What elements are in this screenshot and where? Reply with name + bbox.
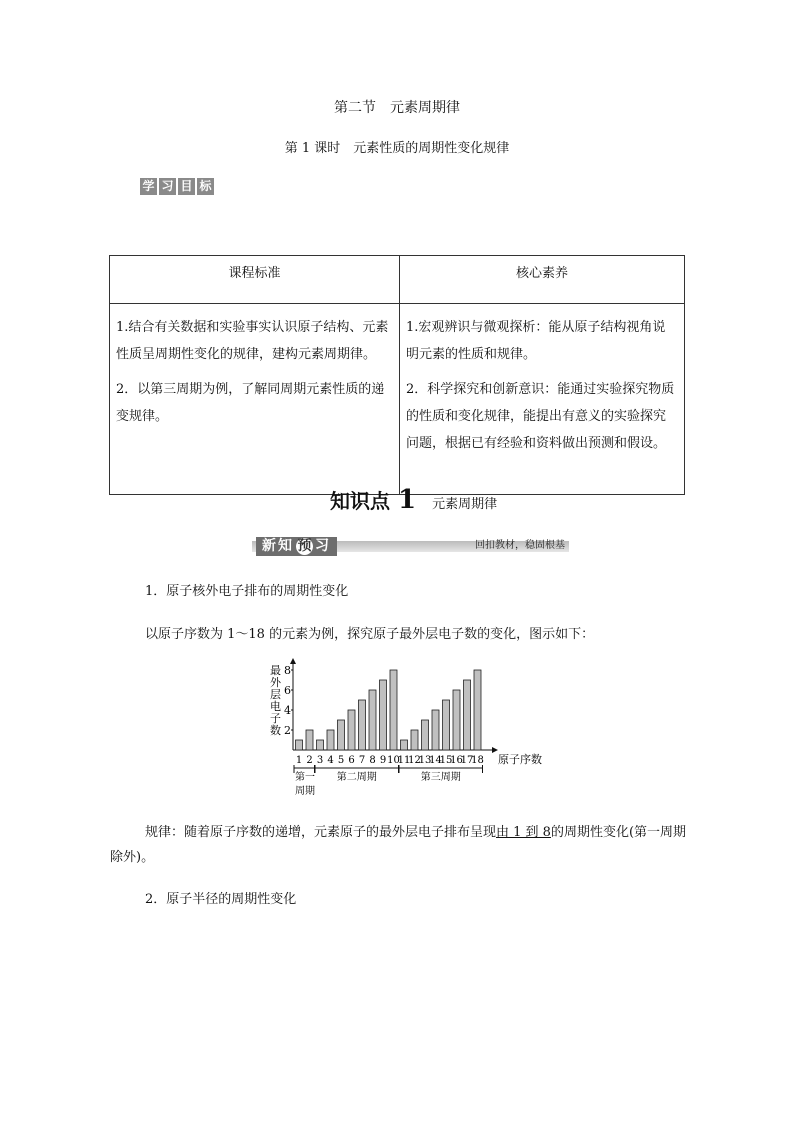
chart-bar: [474, 670, 481, 750]
badge-char: 目: [178, 178, 195, 195]
chart-bar: [380, 680, 387, 750]
chart-bar: [422, 720, 429, 750]
knowledge-point-number: 1: [398, 485, 417, 515]
period-label: 第三周期: [420, 772, 461, 783]
literacy-item: 1.宏观辨识与微观探析：能从原子结构视角说明元素的性质和规律。: [406, 320, 666, 362]
chart-bar: [338, 720, 345, 750]
knowledge-point-name: 元素周期律: [432, 497, 498, 512]
x-tick-label: 11: [397, 755, 411, 766]
knowledge-point-label: 知识点: [330, 489, 390, 513]
x-tick-label: 14: [429, 755, 442, 766]
chart-bar: [348, 710, 355, 750]
literacy-item: 2．科学探究和创新意识：能通过实验探究物质的性质和变化规律，能提出有意义的实验探究问题，根据已有经验和资料做出预测和假设。: [406, 382, 675, 451]
knowledge-point-heading: [330, 485, 497, 515]
learning-goals-badge: [140, 178, 214, 195]
badge-char: 学: [140, 178, 157, 195]
y-tick-label: 8: [284, 664, 291, 677]
curriculum-item: 1.结合有关数据和实验事实认识原子结构、元素性质呈周期性变化的规律，建构元素周期律。: [116, 320, 389, 362]
chart-bar: [296, 740, 303, 750]
curriculum-item: 2．以第三周期为例，了解同周期元素性质的递变规律。: [116, 382, 385, 424]
rule-prefix: 规律：随着原子序数的递增，元素原子的最外层电子排布呈现: [145, 825, 497, 840]
x-tick-label: 2: [306, 755, 313, 766]
chart-bar: [390, 670, 397, 750]
section1-heading: 1．原子核外电子排布的周期性变化: [145, 584, 349, 599]
table-header-literacy: 核心素养: [400, 256, 685, 304]
badge-char: 习: [159, 178, 176, 195]
table-header-curriculum: 课程标准: [110, 256, 400, 304]
x-tick-label: 10: [387, 755, 400, 766]
y-axis-label-char: 数: [270, 724, 281, 737]
chart-bar: [464, 680, 471, 750]
x-tick-label: 6: [348, 755, 355, 766]
electron-chart: [266, 658, 556, 798]
x-tick-label: 13: [418, 755, 432, 766]
x-tick-label: 17: [460, 755, 474, 766]
banner-label: [256, 537, 337, 556]
y-tick-label: 6: [284, 684, 291, 697]
banner-part2: 习: [315, 538, 331, 554]
x-tick-label: 12: [408, 755, 421, 766]
section-title: 第二节 元素周期律: [334, 100, 460, 116]
y-axis-label-char: 子: [270, 712, 281, 725]
x-tick-label: 5: [337, 755, 345, 766]
rule-suffix: 的周期性变化(第一周期除外)。: [110, 825, 687, 865]
y-axis-label-char: 电: [270, 700, 281, 713]
y-axis-label-char: 外: [270, 676, 281, 689]
y-tick-label: 4: [284, 704, 291, 717]
x-tick-label: 4: [327, 755, 334, 766]
x-tick-label: 3: [316, 755, 324, 766]
x-tick-label: 15: [439, 755, 453, 766]
lesson-subtitle: 第 1 课时 元素性质的周期性变化规律: [284, 141, 510, 156]
y-tick-label: 2: [284, 724, 291, 737]
period-label: 第二周期: [336, 772, 377, 783]
section1-intro: 以原子序数为 1～18 的元素为例，探究原子最外层电子数的变化，图示如下：: [145, 627, 595, 642]
literacy-cell: [400, 304, 685, 495]
rule-underlined: 由 1 到 8: [496, 825, 551, 840]
x-tick-label: 9: [379, 755, 387, 766]
learning-goals-table: [109, 255, 685, 495]
period-label: 周期: [295, 786, 315, 797]
section2-heading: 2．原子半径的周期性变化: [145, 892, 297, 907]
period-label: 第一: [295, 772, 315, 783]
chart-bar: [369, 690, 376, 750]
chart-bar: [401, 740, 408, 750]
y-axis-label-char: 最: [270, 664, 281, 677]
x-tick-label: 7: [358, 755, 366, 766]
banner-part1: 新知: [262, 538, 294, 554]
chart-bar: [317, 740, 324, 750]
rule-paragraph: [110, 820, 690, 870]
chart-bar: [411, 730, 418, 750]
x-tick-label: 8: [369, 755, 376, 766]
chart-bar: [443, 700, 450, 750]
y-axis-label-char: 层: [270, 688, 281, 701]
chart-bar: [359, 700, 366, 750]
banner-circle-char: 预: [297, 538, 312, 554]
x-tick-label: 1: [295, 755, 303, 766]
curriculum-cell: [110, 304, 400, 495]
x-tick-label: 18: [471, 755, 484, 766]
x-axis-label: 原子序数: [498, 753, 542, 766]
chart-bar: [327, 730, 334, 750]
chart-bar: [453, 690, 460, 750]
badge-char: 标: [197, 178, 214, 195]
chart-bar: [306, 730, 313, 750]
x-tick-label: 16: [450, 755, 463, 766]
chart-bar: [432, 710, 439, 750]
preview-banner: [252, 537, 569, 556]
banner-tag: 回扣教材，稳固根基: [475, 540, 565, 551]
